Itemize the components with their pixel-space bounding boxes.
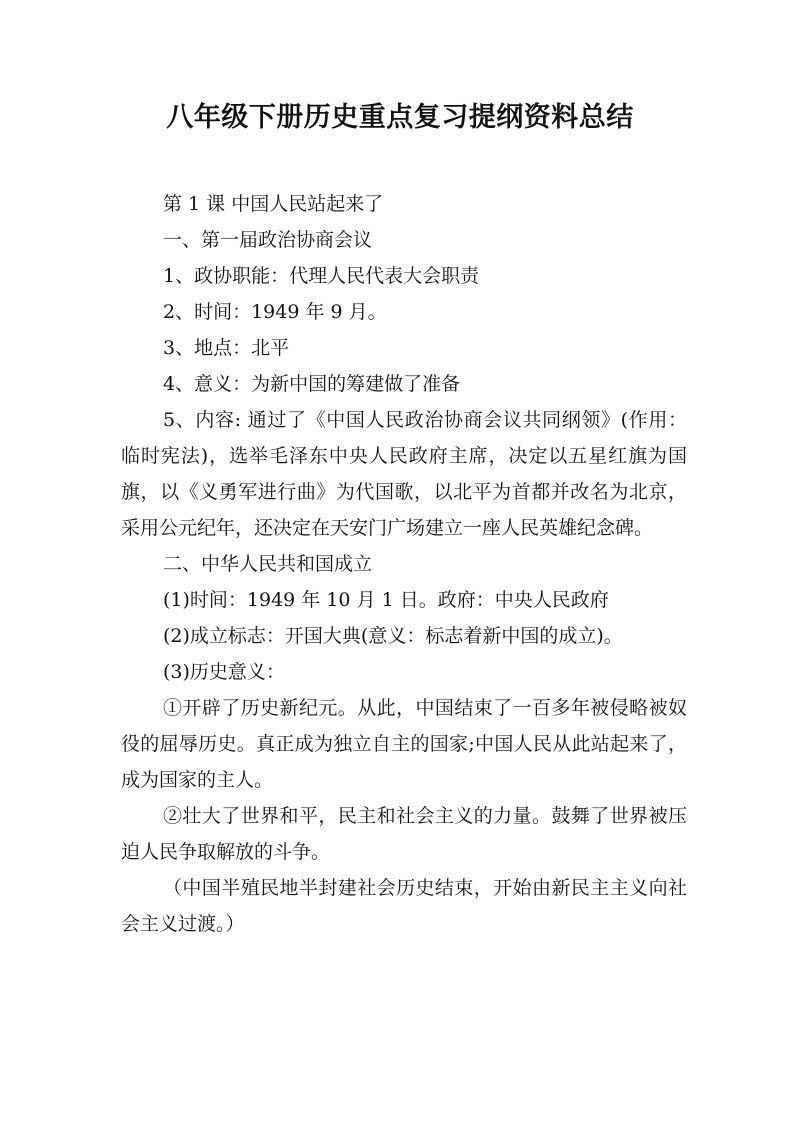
section-heading: 一、第一届政治协商会议 (163, 229, 373, 251)
paragraph: 4、意义：为新中国的筹建做了准备 (163, 373, 461, 395)
paragraph: （中国半殖民地半封建社会历史结束，开始由新民主主义向社会主义过渡。） (121, 877, 687, 935)
paragraph: 2、时间：1949 年 9 月。 (163, 301, 387, 323)
document-body (121, 186, 687, 942)
paragraph: (3)历史意义： (163, 661, 285, 683)
paragraph: 1、政协职能：代理人民代表大会职责 (163, 265, 480, 287)
paragraph: 3、地点：北平 (163, 337, 290, 359)
paragraph: ①开辟了历史新纪元。从此，中国结束了一百多年被侵略被奴役的屈辱历史。真正成为独立自主的国家;中国人民从此站起来了，成为国家的主人。 (121, 697, 687, 791)
lesson-heading: 第 1 课 中国人民站起来了 (163, 193, 384, 215)
paragraph: ②壮大了世界和平，民主和社会主义的力量。鼓舞了世界被压迫人民争取解放的斗争。 (121, 805, 687, 863)
paragraph: 5、内容: 通过了《中国人民政治协商会议共同纲领》(作用：临时宪法)，选举毛泽东中央人民政府主席，决定以五星红旗为国旗，以《义勇军进行曲》为代国歌，以北平为首都并改名为北京，采用公元纪年，还决定在天安门广场建立一座人民英雄纪念碑。 (121, 409, 687, 539)
paragraph: (2)成立标志：开国大典(意义：标志着新中国的成立)。 (163, 625, 623, 647)
section-heading: 二、中华人民共和国成立 (163, 553, 373, 575)
document-title: 八年级下册历史重点复习提纲资料总结 (166, 102, 634, 133)
paragraph: (1)时间：1949 年 10 月 1 日。政府：中央人民政府 (163, 589, 609, 611)
